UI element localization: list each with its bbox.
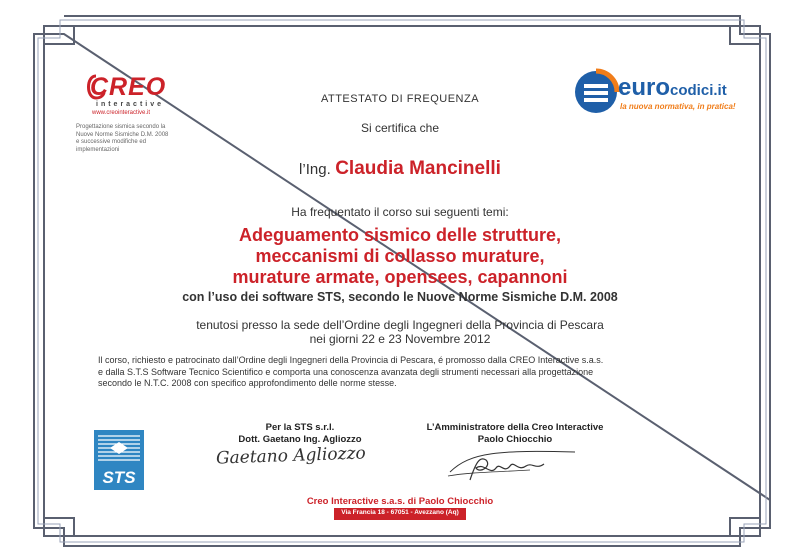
footer-company: Creo Interactive s.a.s. di Paolo Chiocchio	[306, 496, 494, 507]
venue-line-2: nei giorni 22 e 23 Novembre 2012	[309, 332, 491, 346]
course-topic-1: Adeguamento sismico delle strutture,	[238, 225, 562, 245]
signature-left-org: Per la STS s.r.l.	[265, 422, 335, 433]
creo-wordmark: CREO	[90, 73, 167, 101]
euro-globe-icon	[572, 68, 620, 116]
signature-left-person: Dott. Gaetano Ing. Agliozzo	[238, 434, 362, 445]
signature-right-org: L’Amministratore della Creo Interactive	[426, 422, 604, 433]
signature-left-handwritten: Gaetano Agliozzo	[215, 443, 367, 469]
euro-name-rest: codici.it	[670, 82, 727, 99]
signature-right-scribble	[440, 442, 580, 482]
creo-url: www.creointeractive.it	[92, 110, 151, 116]
sts-text: STS	[102, 468, 136, 487]
recipient-name: Claudia Mancinelli	[335, 158, 501, 179]
course-description: Il corso, richiesto e patrocinato dall’Ordine degli Ingegneri della Provincia di Pescara, é promosso dalla CREO Interactive s.a.s. e dalla S.T.S Software Tecnico Scientifico e comporta una conoscenza avanzata degli strumenti necessari alla progettazione secondo le N.T.C. 2008 con specifico approfondimento delle norme stesse.	[98, 355, 604, 388]
creo-note: Progettazione sismica secondo la Nuove Norme Sismiche D.M. 2008 e successive modifiche ed implementazioni	[76, 124, 169, 153]
course-software-line: con l’uso dei software STS, secondo le Nuove Norme Sismiche D.M. 2008	[182, 290, 618, 304]
sts-logo	[94, 430, 144, 490]
euro-tagline: la nuova normativa, in pratica!	[620, 102, 736, 111]
course-intro: Ha frequentato il corso sui seguenti temi:	[291, 205, 509, 219]
signature-right-person: Paolo Chiocchio	[477, 434, 553, 445]
recipient-prefix: l’Ing.	[299, 161, 331, 178]
venue-line-1: tenutosi presso la sede dell’Ordine degli Ingegneri della Provincia di Pescara	[196, 318, 604, 332]
certificate-title: ATTESTATO DI FREQUENZA	[320, 93, 480, 105]
course-topic-2: meccanismi di collasso murature,	[255, 246, 545, 266]
footer-address: Via Francia 18 - 67051 - Avezzano (Aq)	[341, 509, 459, 516]
creo-sub: interactive	[96, 101, 165, 108]
recipient	[0, 158, 800, 180]
euro-name-bold: euro	[618, 74, 671, 101]
certificate-subtitle: Si certifica che	[360, 121, 440, 135]
course-topic-3: murature armate, opensees, capannoni	[232, 267, 568, 287]
